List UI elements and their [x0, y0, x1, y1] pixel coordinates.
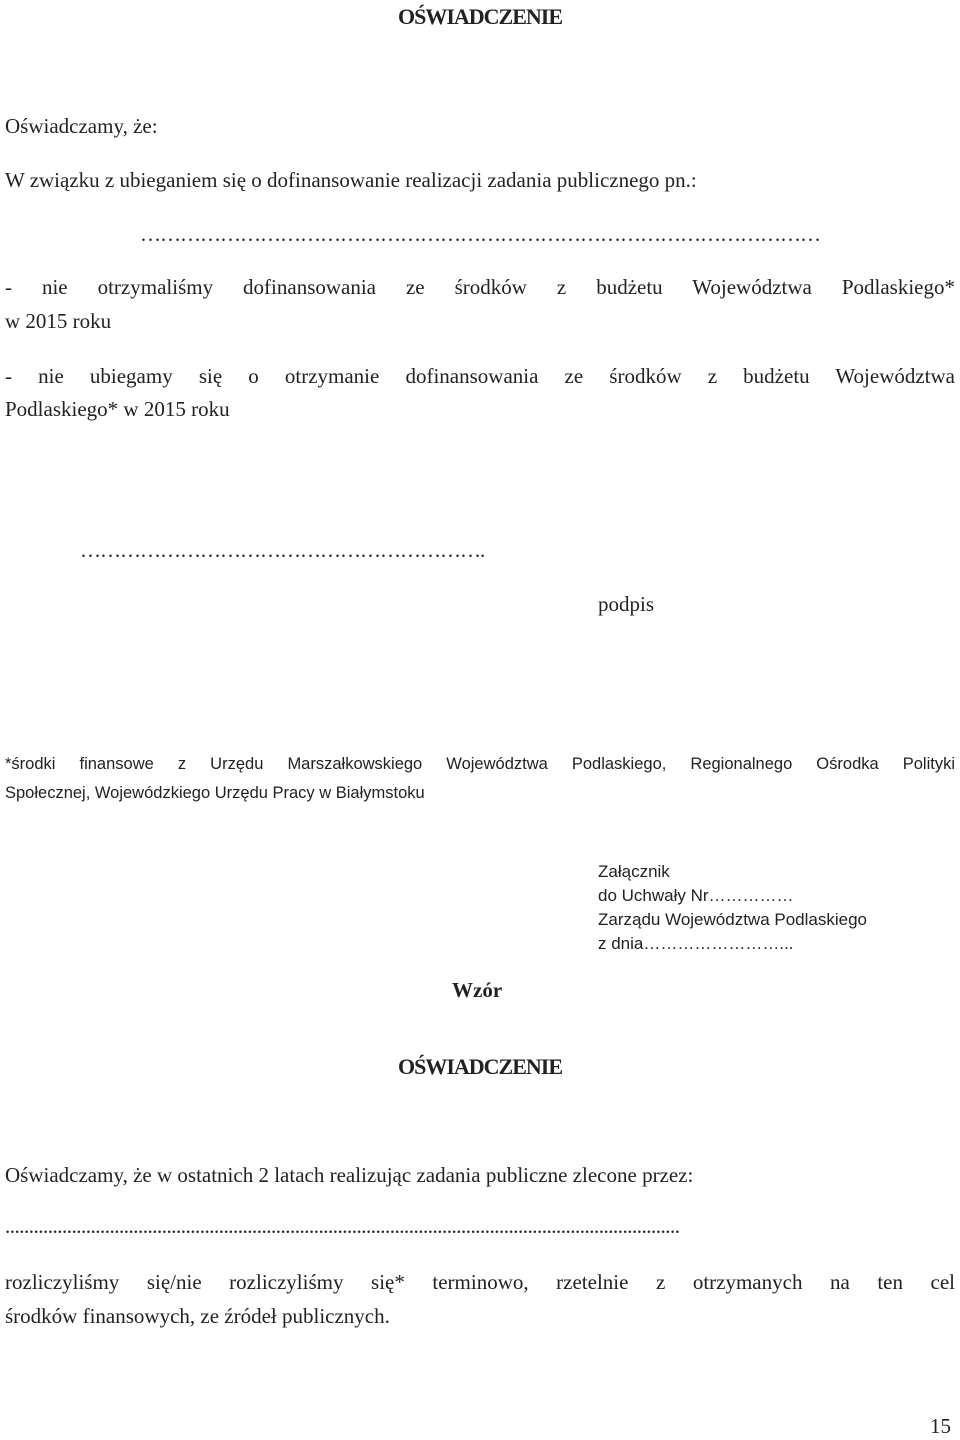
footnote-line1: *środki finansowe z Urzędu Marszałkowskiego Województwa Podlaskiego, Regionalnego Ośrodka Polityki: [5, 755, 955, 773]
statement-title-2: OŚWIADCZENIE: [397, 1054, 563, 1079]
signature-dots: …………………………………………………….: [80, 538, 485, 562]
signature-label: podpis: [598, 592, 655, 616]
page-number: 15: [930, 1414, 951, 1438]
attachment-date: z dnia……………………...: [598, 934, 794, 953]
item2-line2: Podlaskiego* w 2015 roku: [5, 397, 230, 421]
task-name-dots: …………………………………………………………………………………………: [140, 222, 820, 246]
statement-intro-2: Oświadczamy, że w ostatnich 2 latach realizując zadania publiczne zlecone przez:: [5, 1163, 694, 1187]
statement-title-1: OŚWIADCZENIE: [397, 4, 563, 29]
statement-intro-1: Oświadczamy, że:: [5, 114, 158, 138]
attachment-block: [598, 860, 867, 956]
template-label: Wzór: [452, 978, 503, 1002]
settlement-line2: środków finansowych, ze źródeł publicznych.: [5, 1304, 390, 1328]
commissioner-dots: ..............................................................................................................................................: [5, 1214, 680, 1238]
settlement-line1: rozliczyliśmy się/nie rozliczyliśmy się* terminowo, rzetelnie z otrzymanych na ten cel: [5, 1270, 955, 1294]
item1-line1: - nie otrzymaliśmy dofinansowania ze środków z budżetu Województwa Podlaskiego*: [5, 275, 955, 299]
footnote-line2: Społecznej, Wojewódzkiego Urzędu Pracy w Białymstoku: [5, 784, 425, 802]
item2-line1: - nie ubiegamy się o otrzymanie dofinansowania ze środków z budżetu Województwa: [5, 364, 955, 388]
attachment-board: Zarządu Województwa Podlaskiego: [598, 910, 867, 929]
attachment-label: Załącznik: [598, 862, 670, 881]
item1-line2: w 2015 roku: [5, 309, 112, 333]
context-sentence: W związku z ubieganiem się o dofinansowanie realizacji zadania publicznego pn.:: [5, 168, 697, 192]
attachment-resolution: do Uchwały Nr……………: [598, 886, 794, 905]
